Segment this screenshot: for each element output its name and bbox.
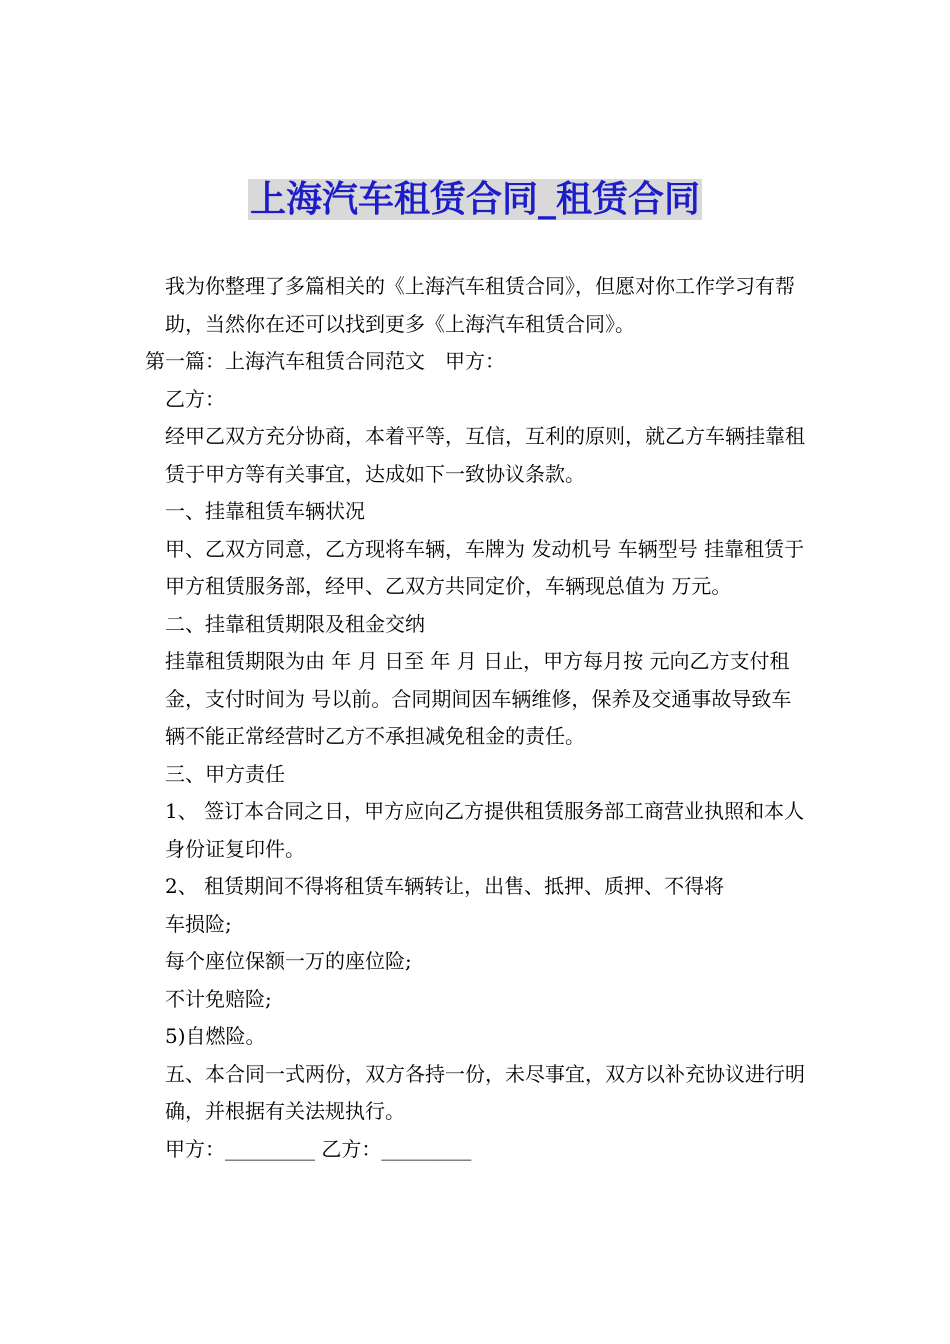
section-heading-party-a-duties: 三、甲方责任	[165, 761, 285, 786]
paragraph-intro: 我为你整理了多篇相关的《上海汽车租赁合同》，但愿对你工作学习有帮助，当然你在还可以找到更多《上海汽车租赁合同》。	[165, 274, 795, 336]
paragraph-preamble: 经甲乙双方充分协商，本着平等，互信，互利的原则，就乙方车辆挂靠租赁于甲方等有关事宜，达成如下一致协议条款。	[165, 424, 805, 486]
list-item-insurance-seat: 每个座位保额一万的座位险;	[165, 949, 412, 973]
section-heading-lease-term: 二、挂靠租赁期限及租金交纳	[165, 611, 425, 636]
document-title	[0, 176, 950, 224]
list-item-insurance-fire: 5)自燃险。	[165, 1024, 266, 1048]
signature-line: 甲方：_________ 乙方：_________	[165, 1136, 472, 1161]
list-item-duty-2: 2、 租赁期间不得将租赁车辆转让，出售、抵押、质押、不得将	[165, 874, 725, 898]
section-heading-copies: 五、本合同一式两份，双方各持一份，未尽事宜，双方以补充协议进行明确，并根据有关法规执行。	[165, 1061, 805, 1123]
paragraph-vehicle-status: 甲、乙双方同意，乙方现将车辆，车牌为 发动机号 车辆型号 挂靠租赁于甲方租赁服务部，经甲、乙双方共同定价，车辆现总值为 万元。	[165, 536, 805, 598]
section-heading-vehicle-status: 一、挂靠租赁车辆状况	[165, 499, 365, 523]
document-body	[145, 268, 809, 1168]
list-item-insurance-deductible: 不计免赔险;	[165, 986, 272, 1011]
list-item-insurance-damage: 车损险;	[165, 911, 232, 936]
paragraph-party-b: 乙方：	[165, 386, 225, 411]
list-item-duty-1: 1、 签订本合同之日，甲方应向乙方提供租赁服务部工商营业执照和本人身份证复印件。	[165, 799, 805, 861]
title-text: 上海汽车租赁合同_租赁合同	[249, 179, 700, 220]
paragraph-part-one-heading: 第一篇：上海汽车租赁合同范文 甲方：	[145, 349, 505, 373]
paragraph-lease-term: 挂靠租赁期限为由 年 月 日至 年 月 日止，甲方每月按 元向乙方支付租金，支付时间为 号以前。合同期间因车辆维修，保养及交通事故导致车辆不能正常经营时乙方不承担减免租金的责任。	[165, 649, 792, 748]
